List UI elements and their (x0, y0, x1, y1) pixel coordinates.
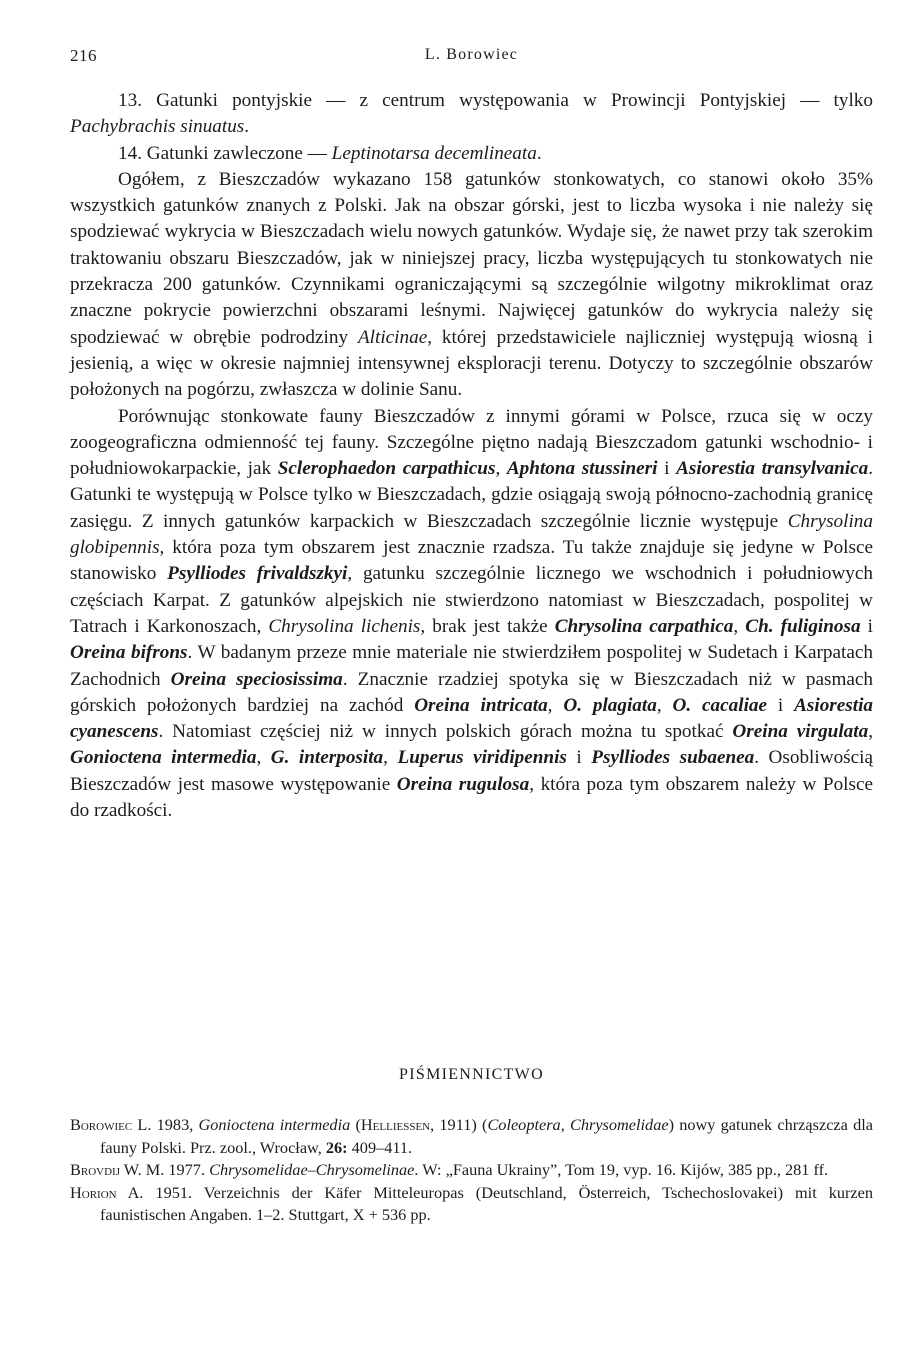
text-run: , której przedstawiciele najliczniej występują wiosną i jesienią, a więc w okresie najmniej intensywnej eksploracji terenu. Dotyczy to szczególnie obszarów położonych na pogórzu, zwłaszcza w dolinie Sanu. (70, 326, 873, 401)
text-run: , (656, 694, 673, 716)
author-name: Helliessen (360, 1115, 431, 1134)
reference-item (70, 1114, 873, 1159)
text-run: , (547, 694, 564, 716)
text-run: . Osobliwością Bieszczadów jest masowe występowanie (70, 747, 874, 795)
text-run: W. M. 1977. (119, 1160, 210, 1179)
text-run: , (733, 615, 746, 637)
text-run: . W badanym przeze mnie materiale nie stwierdziłem pospolitej w Sudetach i Karpatach Zachodnich (70, 642, 873, 690)
italic-term: Chrysolina lichenis (268, 615, 421, 637)
text-run: i (566, 747, 592, 769)
text-run: L. 1983, (132, 1115, 199, 1134)
species-name: Ch. fuliginosa (745, 615, 861, 637)
species-name: Psylliodes frivaldszkyi (167, 563, 348, 585)
text-run: ) nowy gatunek chrząszcza dla fauny Polski. Prz. zool., Wrocław, (100, 1115, 873, 1157)
species-name: Oreina speciosissima (170, 668, 343, 690)
text-run: , (868, 721, 873, 743)
species-name: Oreina intricata (414, 694, 548, 716)
text-run: , gatunku szczególnie licznego we wschodnich i południowych częściach Karpat. Z gatunków alpejskich nie stwierdzono natomiast w Bieszczadach, pospolitej w Tatrach i Karkonoszach, (70, 563, 874, 637)
text-run: 14. Gatunki zawleczone — (118, 142, 332, 164)
reference-item (70, 1159, 873, 1182)
species-name: Oreina rugulosa (396, 773, 530, 795)
species-name: O. cacaliae (672, 694, 768, 716)
text-run: i (860, 615, 873, 637)
paragraph (70, 88, 873, 141)
species-name: Psylliodes subaenea (591, 747, 755, 769)
text-run: i (657, 458, 677, 480)
italic-term: Chrysolina globipennis (70, 510, 873, 559)
text-run: , brak jest także (420, 615, 555, 637)
text-run: , która poza tym obszarem jest znacznie rzadsza. Tu także znajduje się jedyne w Polsce stanowisko (70, 537, 873, 585)
species-name: Sclerophaedon carpathicus (277, 458, 496, 480)
paragraph (70, 167, 873, 404)
text-run: 409–411. (347, 1137, 413, 1157)
text-run: . Gatunki te występują w Polsce tylko w Bieszczadach, gdzie osiągają swoją północno-zachodnią granicę zasięgu. Z innych gatunków karpackich w Bieszczadach szczególnie licznie występuje (70, 458, 873, 532)
text-run: ( (350, 1115, 361, 1134)
text-run: , (495, 458, 507, 480)
page-header (70, 46, 873, 70)
references-list (70, 1114, 873, 1227)
paragraph (70, 404, 873, 825)
paragraph (70, 141, 873, 167)
author-name: Horion (70, 1182, 117, 1202)
text-run: Ogółem, z Bieszczadów wykazano 158 gatunków stonkowatych, co stanowi około 35% wszystkich gatunków znanych z Polski. Jak na obszar górski, jest to liczba wysoka i nie należy się spodziewać wykrycia w Bieszczadach wielu nowych gatunków. Wydaje się, że nawet przy tak szerokim traktowaniu obszaru Bieszczadów, jak w niniejszej pracy, liczba występujących tu stonkowatych nie przekracza 200 gatunków. Czynnikami ograniczającymi są szczególnie wilgotny mikroklimat oraz znaczne pokrycie powierzchni obszarami leśnymi. Najwięcej gatunków do wykrycia należy się spodziewać w obrębie podrodziny (70, 168, 873, 348)
species-name: G. interposita (270, 747, 384, 769)
text-run: . Znacznie rzadziej spotyka się w Bieszczadach niż w pasmach górskich położonych bardziej na zachód (70, 668, 873, 716)
italic-term: Chrysomelidae–Chrysomelinae (209, 1160, 415, 1179)
italic-term: Alticinae (357, 326, 428, 348)
species-name: O. plagiata (563, 694, 657, 716)
reference-item (70, 1182, 873, 1227)
italic-term: Pachybrachis sinuatus (70, 116, 245, 138)
species-name: Gonioctena intermedia (70, 747, 257, 769)
species-name: Oreina bifrons (70, 642, 188, 664)
text-run: , (383, 747, 398, 769)
text-run: 13. Gatunki pontyjskie — z centrum występowania w Prowincji Pontyjskiej — tylko (118, 90, 873, 111)
text-run: , 1911) ( (430, 1115, 488, 1134)
species-name: Chrysolina carpathica (554, 615, 734, 637)
species-name: Oreina virgulata (732, 721, 869, 743)
text-run: . (244, 116, 250, 138)
species-name: Luperus viridipennis (397, 747, 567, 769)
text-run: i (767, 694, 795, 716)
species-name: Asiorestia cyanescens (70, 694, 874, 743)
italic-term: Coleoptera, Chrysomelidae (487, 1115, 669, 1134)
text-run: . (536, 142, 542, 164)
text-run: , która poza tym obszarem należy w Polsce do rzadkości. (70, 773, 874, 822)
italic-term: Gonioctena intermedia (198, 1115, 351, 1134)
page-number: 216 (70, 46, 97, 65)
references-heading: PIŚMIENNICTWO (399, 1066, 544, 1083)
species-name: 26: (325, 1137, 348, 1157)
text-run: . W: „Fauna Ukrainy”, Tom 19, vyp. 16. Kijów, 385 pp., 281 ff. (414, 1160, 829, 1179)
species-name: Asiorestia transylvanica (676, 458, 869, 480)
text-run: . Natomiast częściej niż w innych polskich górach można tu spotkać (158, 721, 733, 743)
species-name: Aphtona stussineri (506, 458, 658, 480)
text-run: , (256, 747, 271, 769)
italic-term: Leptinotarsa decemlineata (331, 142, 537, 164)
body-text (70, 88, 873, 824)
author-name: Brovdij (70, 1160, 120, 1179)
text-run: A. 1951. Verzeichnis der Käfer Mitteleuropas (Deutschland, Österreich, Tschechoslovakei) mit kurzen faunistischen Angaben. 1–2. Stuttgart, X + 536 pp. (100, 1182, 873, 1224)
author-name: Borowiec (70, 1115, 133, 1134)
text-run: Porównując stonkowate fauny Bieszczadów z innymi górami w Polsce, rzuca się w oczy zoogeograficzna odmienność tej fauny. Szczególne piętno nadają Bieszczadom gatunki wschodnio- i południowokarpackie, jak (70, 405, 873, 480)
running-head: L. Borowiec (424, 46, 519, 63)
